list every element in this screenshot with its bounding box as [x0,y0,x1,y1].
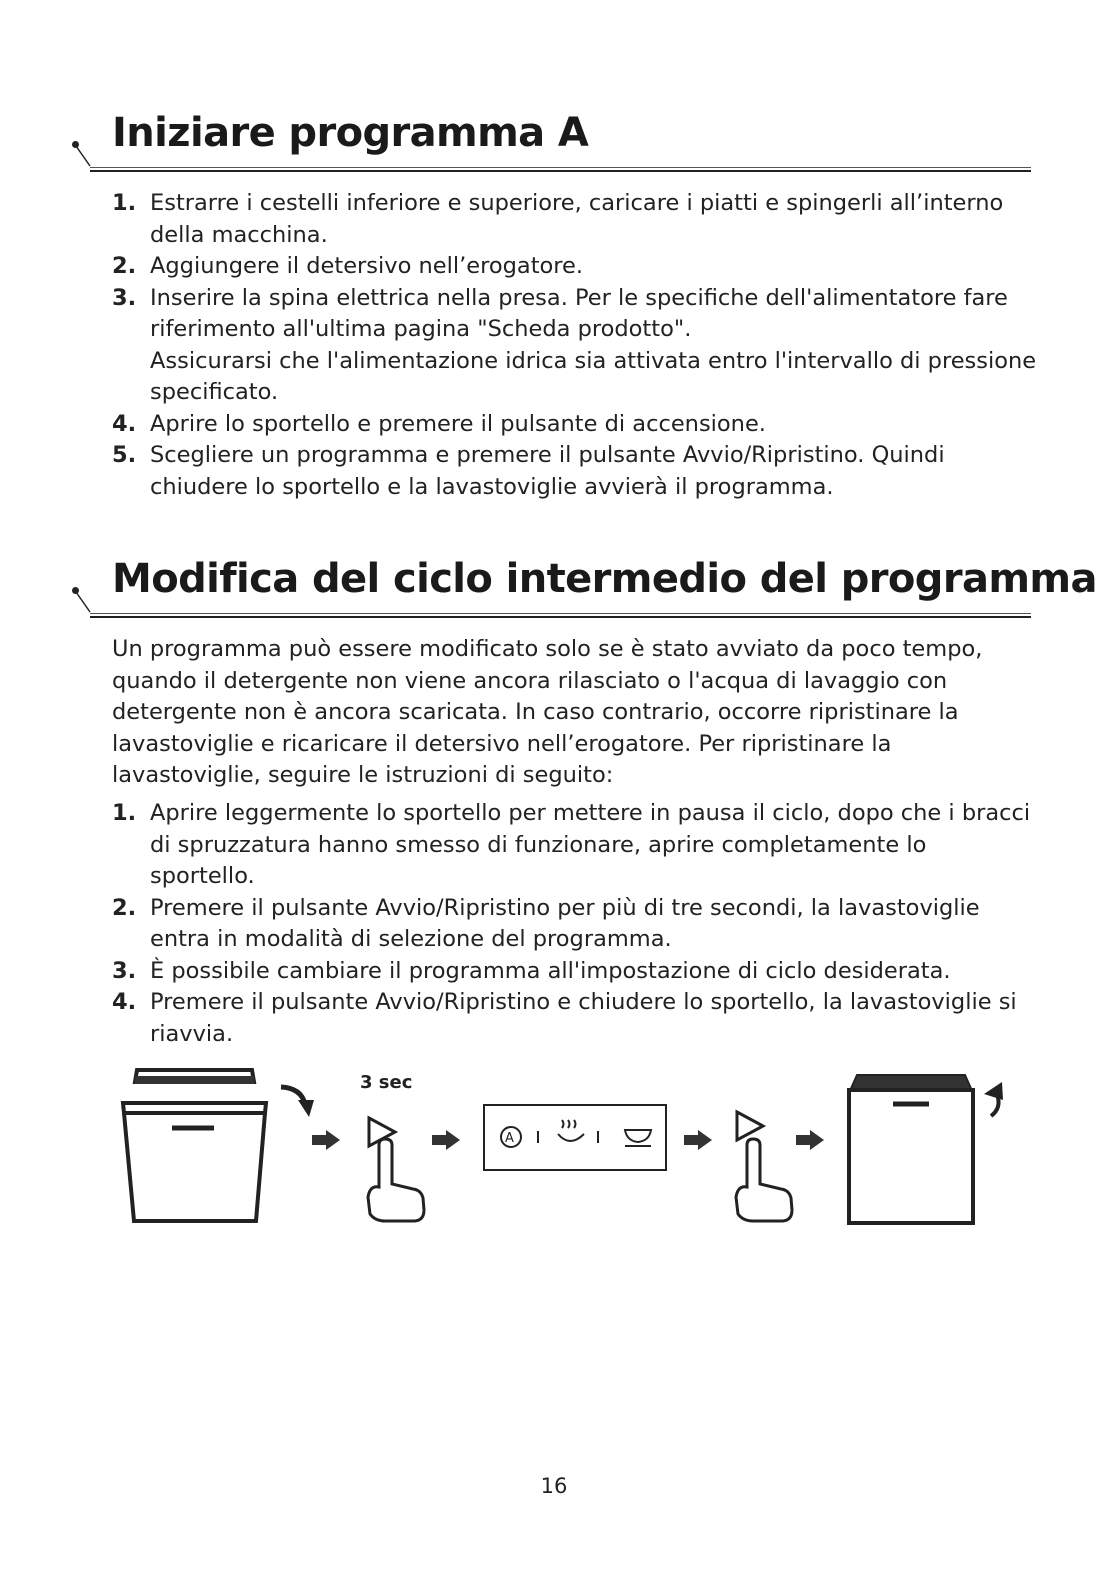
section-title-start-program: Iniziare programma A [112,110,589,156]
heading-hook-icon [74,144,94,168]
section-title-modify-cycle: Modifica del ciclo intermedio del programma [112,556,1097,602]
arrow-right-icon [796,1130,824,1150]
step-text: Premere il pulsante Avvio/Ripristino e chiudere lo sportello, la lavastoviglie si riavvia. [150,989,1017,1047]
list-item [112,956,1037,988]
play-touch-icon [736,1112,792,1221]
control-panel-icon [484,1105,666,1170]
dishwasher-closed-icon [849,1075,973,1223]
step-text: È possibile cambiare il programma all'impostazione di ciclo desiderata. [150,957,951,984]
list-item [112,251,1037,283]
step-number: 5. [112,442,137,468]
curved-arrow-icon [984,1082,1003,1116]
step-number: 4. [112,989,137,1015]
heading-underline [90,613,1031,618]
arrow-right-icon [432,1130,460,1150]
step-number: 1. [112,190,137,216]
step-number: 2. [112,253,137,279]
step-text: Aprire leggermente lo sportello per mettere in pausa il ciclo, dopo che i bracci di spruzzatura hanno smesso di funzionare, aprire completamente lo sportello. [150,800,1031,889]
list-item [112,893,1037,956]
step-number: 3. [112,284,137,311]
step-text: Premere il pulsante Avvio/Ripristino per più di tre secondi, la lavastoviglie entra in modalità di selezione del programma. [150,894,980,952]
page-number: 16 [540,1474,568,1498]
step-text: Aggiungere il detersivo nell’erogatore. [150,253,584,279]
heading-underline [90,167,1031,172]
step-text-continued: Assicurarsi che l'alimentazione idrica sia attivata entro l'intervallo di pressione specificato. [150,347,1037,405]
modify-cycle-intro: Un programma può essere modificato solo se è stato avviato da poco tempo, quando il detergente non viene ancora rilasciato o l'acqua di lavaggio con detergente non è ancora scaricata. In caso contrario, occorre ripristinare la lavastoviglie e ricaricare il detersivo nell’erogatore. Per ripristinare la lavastoviglie, seguire le istruzioni di seguito: [112,636,983,788]
reset-procedure-illustration [0,1060,1108,1240]
step-text: Estrarre i cestelli inferiore e superiore, caricare i piatti e spingerli all’interno della macchina. [150,190,1004,248]
step-number: 2. [112,894,137,921]
play-touch-icon [368,1118,424,1221]
step-number: 4. [112,410,137,437]
curved-arrow-icon [281,1087,314,1117]
arrow-right-icon [684,1130,712,1150]
list-item [112,798,1037,893]
list-item [112,440,1037,503]
step-text: Inserire la spina elettrica nella presa. Per le specifiche dell'alimentatore fare riferimento all'ultima pagina "Scheda prodotto". [150,284,1008,342]
list-item [112,283,1037,409]
list-item [112,409,1037,441]
list-item [112,188,1037,251]
step-number: 1. [112,800,137,826]
step-text: Aprire lo sportello e premere il pulsante di accensione. [150,410,766,437]
step-number: 3. [112,957,137,984]
duration-label: 3 sec [360,1072,413,1093]
step-text: Scegliere un programma e premere il pulsante Avvio/Ripristino. Quindi chiudere lo sportello e la lavastoviglie avvierà il programma. [150,442,945,500]
svg-text:A: A [505,1131,514,1146]
modify-cycle-steps [112,798,1037,1050]
arrow-right-icon [312,1130,340,1150]
heading-hook-icon [74,590,94,614]
dishwasher-open-icon [123,1070,266,1221]
list-item [112,987,1037,1050]
start-program-steps [112,188,1037,503]
